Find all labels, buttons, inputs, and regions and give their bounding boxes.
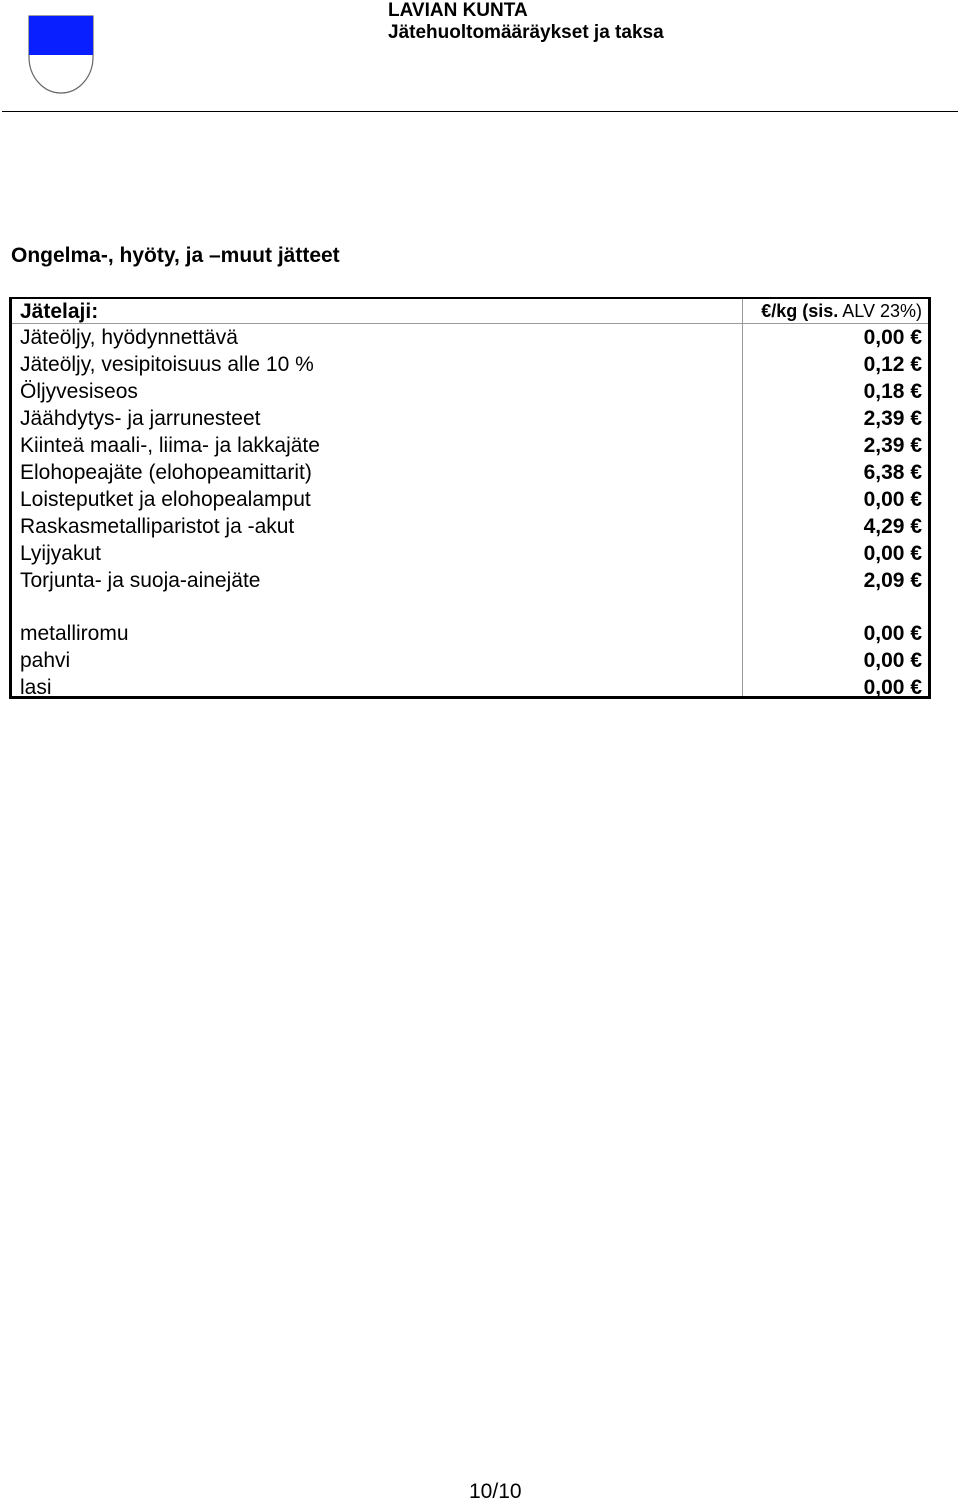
- waste-type: Jäähdytys- ja jarrunesteet: [20, 407, 261, 430]
- document-title: Jätehuoltomääräykset ja taksa: [388, 22, 664, 43]
- header-divider: [2, 111, 958, 112]
- page-number: 10/10: [469, 1480, 522, 1503]
- waste-type: Torjunta- ja suoja-ainejäte: [20, 569, 261, 592]
- waste-type: Kiinteä maali-, liima- ja lakkajäte: [20, 434, 320, 457]
- table-row: [12, 647, 928, 674]
- price: 2,09 €: [863, 569, 922, 592]
- price: 4,29 €: [863, 515, 922, 538]
- price: 0,00 €: [863, 326, 922, 349]
- table-row: [12, 378, 928, 405]
- price: 0,00 €: [863, 542, 922, 565]
- price-column-header: [761, 299, 922, 324]
- waste-type-column-header: Jätelaji:: [20, 300, 99, 323]
- waste-type: Raskasmetalliparistot ja -akut: [20, 515, 295, 538]
- price: 0,18 €: [863, 380, 922, 403]
- waste-type: lasi: [20, 676, 52, 699]
- section-title: Ongelma-, hyöty, ja –muut jätteet: [11, 244, 340, 267]
- table-row: [12, 432, 928, 459]
- price: 0,00 €: [863, 622, 922, 645]
- price: 6,38 €: [863, 461, 922, 484]
- table-row: [12, 486, 928, 513]
- waste-type: Jäteöljy, hyödynnettävä: [20, 326, 238, 349]
- price-unit-label: €/kg (sis.: [761, 301, 839, 321]
- table-row: [12, 540, 928, 567]
- vat-label: ALV 23%): [838, 301, 922, 321]
- waste-type: Elohopeajäte (elohopeamittarit): [20, 461, 312, 484]
- waste-type: Loisteputket ja elohopealamput: [20, 488, 311, 511]
- table-row: [12, 324, 928, 351]
- waste-type: Jäteöljy, vesipitoisuus alle 10 %: [20, 353, 314, 376]
- table-row: [12, 513, 928, 540]
- price: 0,12 €: [863, 353, 922, 376]
- price: 2,39 €: [863, 434, 922, 457]
- table-row: [12, 567, 928, 594]
- waste-price-table: [9, 297, 931, 699]
- waste-type: metalliromu: [20, 622, 129, 645]
- table-row: [12, 459, 928, 486]
- waste-type: Lyijyakut: [20, 542, 101, 565]
- coat-of-arms-icon: [28, 15, 94, 95]
- price: 0,00 €: [863, 649, 922, 672]
- organization-name: LAVIAN KUNTA: [388, 0, 528, 21]
- table-row: [12, 405, 928, 432]
- price: 2,39 €: [863, 407, 922, 430]
- waste-type: pahvi: [20, 649, 71, 672]
- table-row: [12, 674, 928, 701]
- table-row: [12, 351, 928, 378]
- price: 0,00 €: [863, 488, 922, 511]
- price: 0,00 €: [863, 676, 922, 699]
- table-row: [12, 620, 928, 647]
- waste-type: Öljyvesiseos: [20, 380, 138, 403]
